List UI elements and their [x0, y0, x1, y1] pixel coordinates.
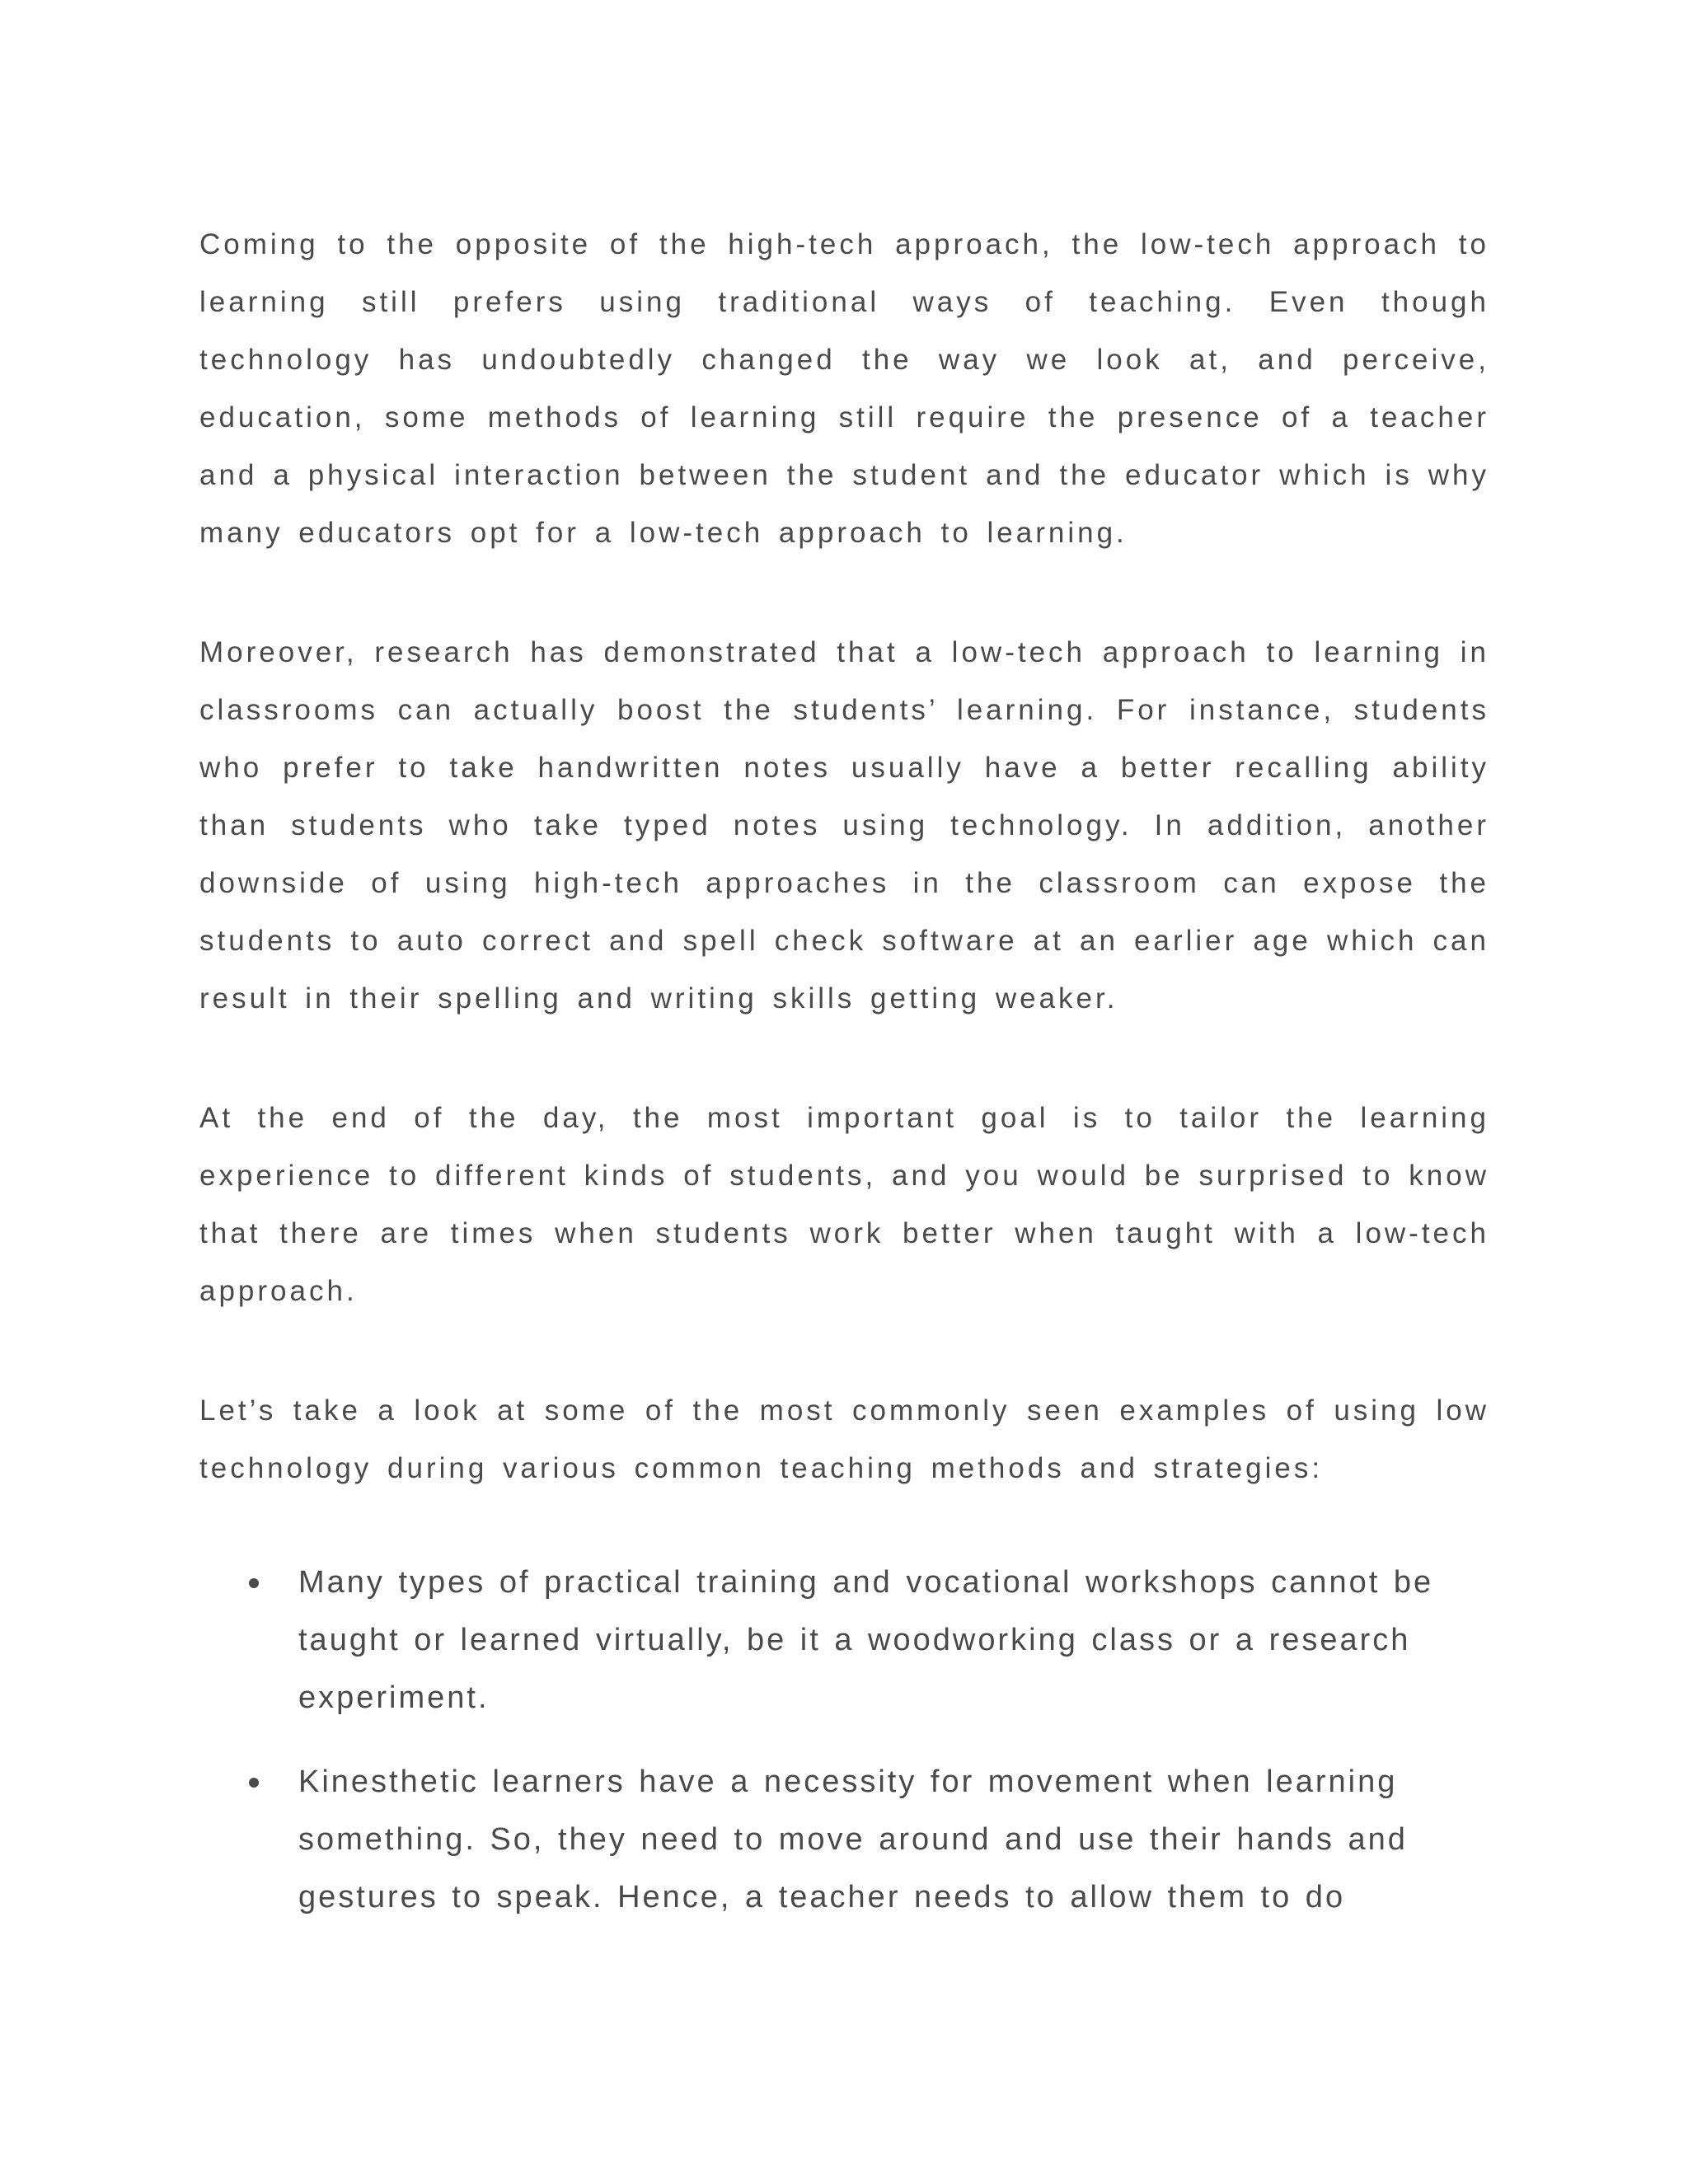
bullet-text: Many types of practical training and vocational workshops cannot be taught or learned virtually, be it a woodworking class or a research experiment. [298, 1565, 1434, 1715]
paragraph-research: Moreover, research has demonstrated that a low-tech approach to learning in classrooms can actually boost the students’ learning. For instance, students who prefer to take handwritten notes usually have a better recalling ability than students who take typed notes using technology. In addition, another downside of using high-tech approaches in the classroom can expose the students to auto correct and spell check software at an earlier age which can result in their spelling and writing skills getting weaker. [199, 636, 1489, 1015]
document-body [199, 216, 1489, 1952]
paragraph-examples-intro: Let’s take a look at some of the most commonly seen examples of using low technology during various common teaching methods and strategies: [199, 1394, 1489, 1484]
bullet-dot-icon [249, 1578, 259, 1588]
examples-bullet-list [199, 1554, 1489, 1926]
paragraph-end-of-day: At the end of the day, the most important goal is to tailor the learning experience to different kinds of students, and you would be surprised to know that there are times when students work better when taught with a low-tech approach. [199, 1102, 1489, 1307]
paragraph-low-tech-intro: Coming to the opposite of the high-tech approach, the low-tech approach to learning still prefers using traditional ways of teaching. Even though technology has undoubtedly changed the way we look at, and perceive, education, some methods of learning still require the presence of a teacher and a physical interaction between the student and the educator which is why many educators opt for a low-tech approach to learning. [199, 228, 1489, 549]
bullet-item-kinesthetic-learners [298, 1753, 1489, 1926]
bullet-dot-icon [249, 1778, 259, 1788]
bullet-text: Kinesthetic learners have a necessity for movement when learning something. So, they need to move around and use their hands and gestures to speak. Hence, a teacher needs to allow them to do [298, 1765, 1408, 1915]
bullet-item-practical-training [298, 1554, 1489, 1727]
